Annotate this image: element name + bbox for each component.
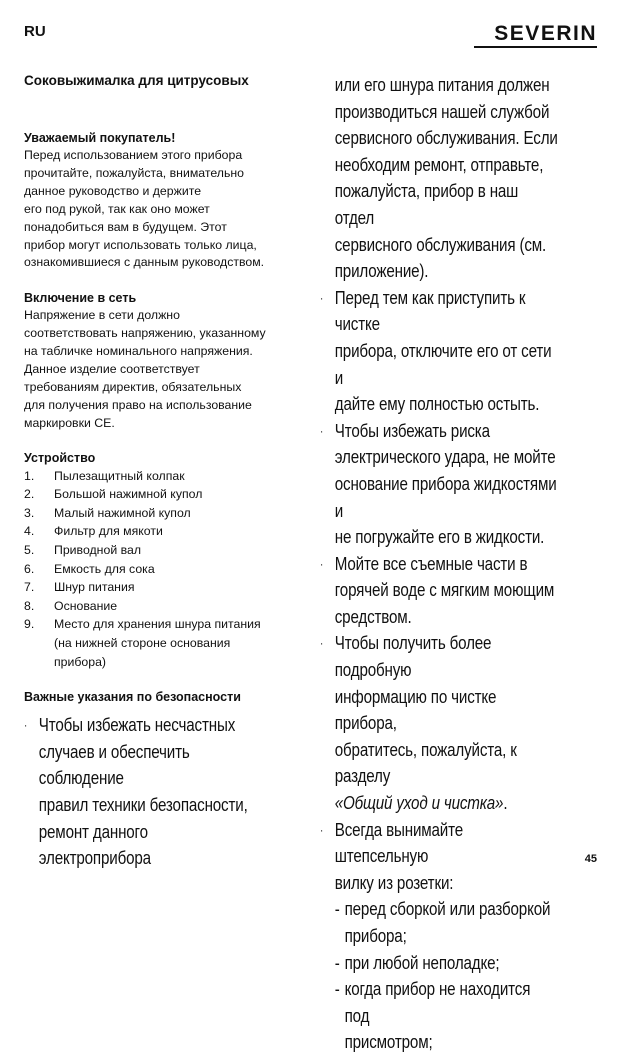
bullet-dot: · [320,636,324,651]
brand-underline [474,46,597,48]
item-text: Фильтр для мякоти [54,524,163,539]
item-number: 2. [24,487,35,502]
dash-marker: - [334,898,340,920]
safety-first-bullet-block [24,712,254,872]
item-text: Место для хранения шнура питания (на нижней стороне основания прибора) [54,617,261,669]
right-column [320,72,610,1056]
dash-marker: - [334,978,340,1000]
list-item [24,560,304,579]
bullet-dot: · [320,290,324,305]
bullet-text: Чтобы избежать несчастных случаев и обеспечить соблюдение правил техники безопасности, ремонт данного электроприбора [38,714,248,869]
list-item [335,896,558,949]
item-number: 5. [24,543,35,558]
item-number: 6. [24,561,35,576]
safety-bullet [320,285,558,418]
safety-instructions [320,72,558,1056]
intro-heading: Уважаемый покупатель! [24,131,176,145]
item-text: Шнур питания [54,580,135,595]
reference-end: . [503,792,508,814]
item-text: Малый нажимной купол [54,505,191,520]
list-item [24,615,304,671]
safety-bullet [320,817,558,1056]
item-text: Большой нажимной купол [54,487,203,502]
bullet-text [335,630,558,816]
reference-text: Чтобы получить более подробную информацию по чистке прибора, обратитесь, пожалуйста, к разделу [334,632,517,787]
item-text: Емкость для сока [54,561,155,576]
item-number: 4. [24,524,35,539]
language-code: RU [24,23,46,40]
bullet-dot: · [320,423,324,438]
bullet-dot: · [320,556,324,571]
list-item [24,467,304,486]
safety-bullet [24,712,254,872]
list-item [24,522,304,541]
list-item [24,578,304,597]
bullet-dot: · [24,718,28,733]
item-text: Основание [54,598,118,613]
item-number: 1. [24,468,35,483]
item-text: Пылезащитный колпак [54,468,185,483]
list-item [335,976,558,1056]
item-number: 8. [24,598,35,613]
bullet-dot: · [320,822,324,837]
list-item [24,541,304,560]
unplug-conditions-list [335,896,558,1056]
item-number: 7. [24,580,35,595]
list-item [24,504,304,523]
page-number: 45 [584,853,597,865]
item-text: когда прибор не находится под присмотром; [344,978,531,1053]
intro-text: Перед использованием этого прибора прочитайте, пожалуйста, внимательно данное руководство и держите его под рукой, так как оно может понадобиться вам в будущем. Этот прибор могут использовать только лица, ознакомившиеся с данным руководством. [24,148,265,270]
page-title: Соковыжималка для цитрусовых [24,73,249,88]
safety-heading: Важные указания по безопасности [24,690,241,705]
item-text: Приводной вал [54,543,142,558]
bullet-text: Чтобы избежать риска электрического удара, не мойте основание прибора жидкостями и не погружайте его в жидкости. [334,419,557,548]
bullet-text: Перед тем как приступить к чистке прибора, отключите его от сети и дайте ему полностью остыть. [334,286,552,415]
bullet-text: Всегда вынимайте штепсельную вилку из розетки: [334,818,464,893]
brand-logo: SEVERIN [494,22,597,45]
section-reference: «Общий уход и чистка» [334,792,504,814]
dash-marker: - [334,951,340,973]
bullet-text: Мойте все съемные части в горячей воде с мягким моющим средством. [334,552,555,627]
device-parts-list [24,467,304,672]
left-column [24,72,304,872]
item-text: перед сборкой или разборкой прибора; [344,898,551,946]
device-heading: Устройство [24,450,96,465]
safety-bullet [320,551,558,631]
item-number: 3. [24,505,35,520]
bullet-body [335,817,558,1056]
connection-text: Напряжение в сети должно соответствовать напряжению, указанному на табличке номинального напряжения. Данное изделие соответствует требованиям директив, обязательных для получения право на использование маркировки CE. [24,308,266,430]
safety-continuation: или его шнура питания должен производиться нашей службой сервисного обслуживания. Если необходим ремонт, отправьте, пожалуйста, прибор в наш отдел сервисного обслуживания (см. приложение). [334,74,558,282]
list-item [335,950,558,977]
item-text: при любой неполадке; [344,951,500,973]
list-item [24,597,304,616]
list-item [24,485,304,504]
item-number: 9. [24,617,35,632]
safety-bullet [320,418,558,551]
connection-heading: Включение в сеть [24,291,137,306]
safety-bullet [320,630,558,816]
safety-bullet-list [320,285,558,1056]
